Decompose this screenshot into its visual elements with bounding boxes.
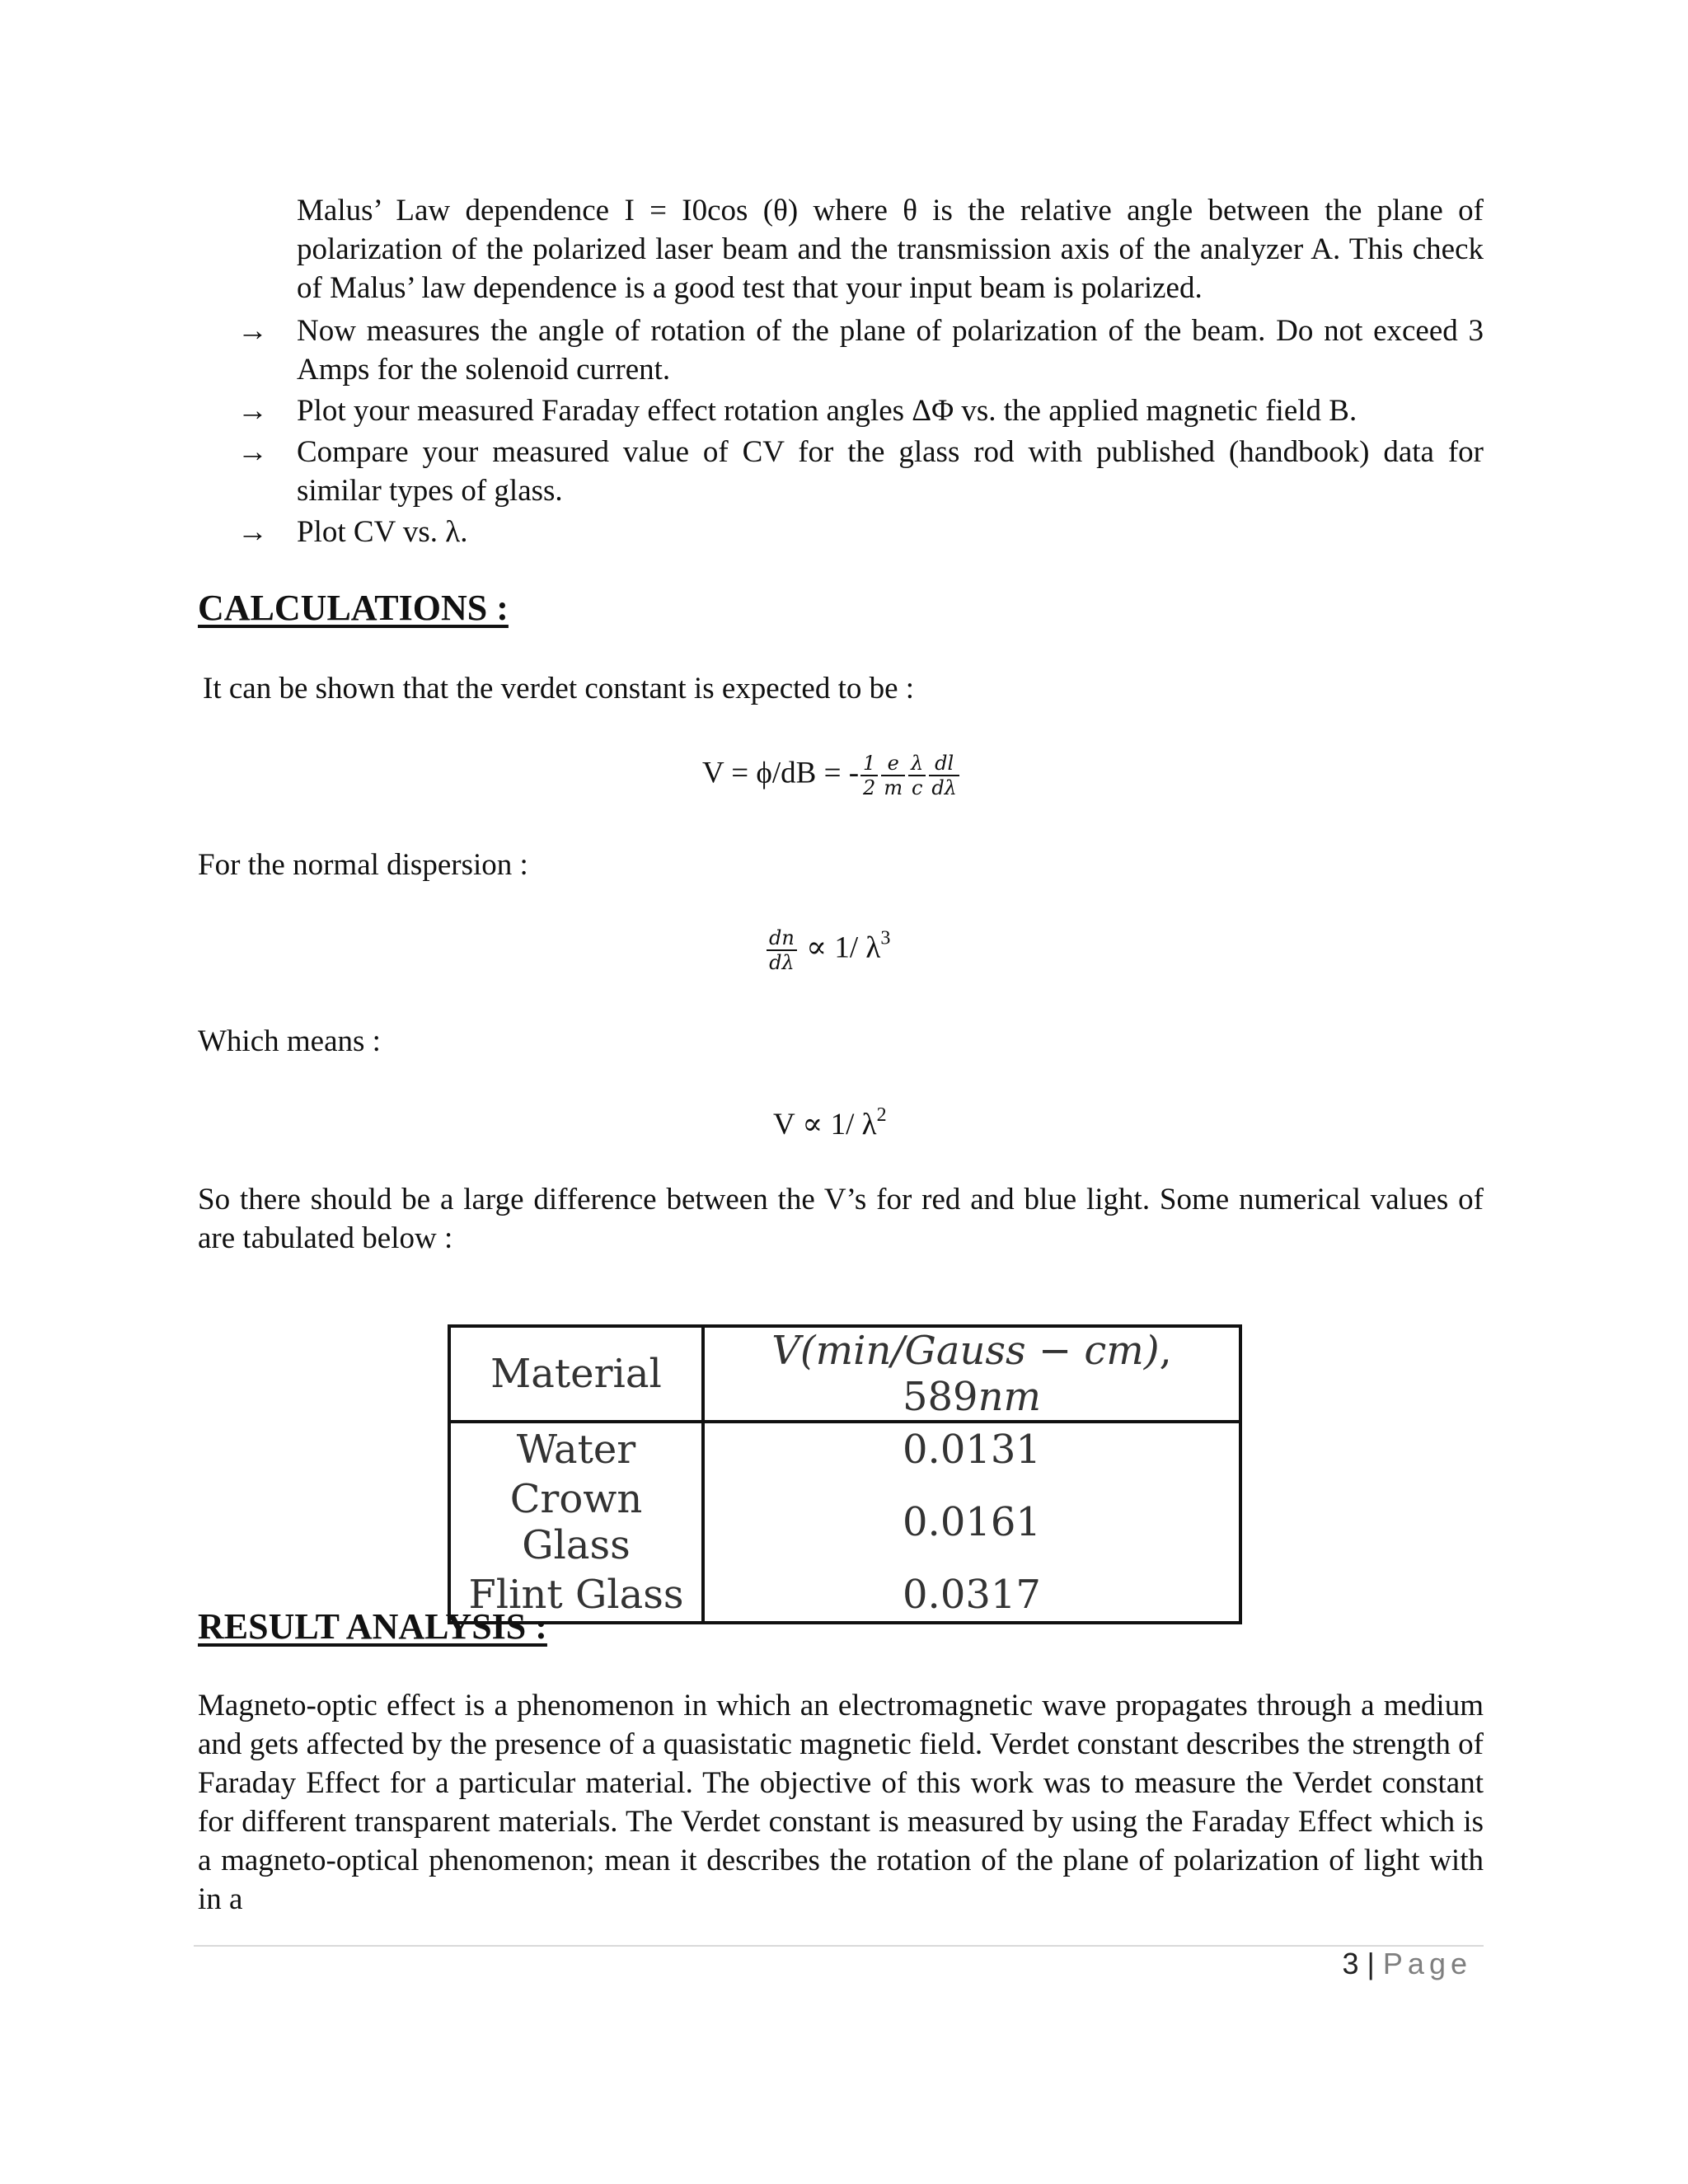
- result-analysis-heading: RESULT ANALYSIS :: [198, 1606, 547, 1647]
- list-item-text: Now measures the angle of rotation of the plane of polarization of the beam. Do not exceed 3 Amps for the solenoid current.: [297, 314, 1484, 387]
- summary-paragraph: So there should be a large difference between the V’s for red and blue light. Some numerical values of are tabulated below :: [198, 1183, 1484, 1255]
- dispersion-label: For the normal dispersion :: [198, 848, 528, 882]
- arrow-icon: →: [237, 515, 268, 549]
- result-analysis-paragraph: Magneto-optic effect is a phenomenon in which an electromagnetic wave propagates through a medium and gets affected by the presence of a quasistatic magnetic field. Verdet constant describes the strength of Faraday Effect for a particular material. The objective of this work was to measure the Verdet constant for different transparent materials. The Verdet constant is measured by using the Faraday Effect which is a magneto-optical phenomenon; mean it describes the rotation of the plane of polarization of light with in a: [198, 1689, 1484, 1916]
- verdet-equation-lhs: V = ϕ/dB = -: [702, 756, 860, 790]
- cell-value: 0.0317: [903, 1572, 1041, 1618]
- fraction-half: $\frac{1}{2}$: [860, 752, 878, 799]
- cell-material: Flint Glass: [449, 1568, 703, 1623]
- page-label: Page: [1382, 1947, 1472, 1980]
- column-header-material: Material: [449, 1326, 703, 1422]
- calculations-heading: CALCULATIONS :: [198, 588, 509, 628]
- verdet-table: [448, 1324, 1242, 1624]
- list-item-text: Plot CV vs. λ.: [297, 515, 468, 549]
- verdet-intro-text: It can be shown that the verdet constant is expected to be :: [203, 672, 915, 705]
- list-item-text: Compare your measured value of CV for the glass rod with published (handbook) data for similar types of glass.: [297, 435, 1484, 508]
- list-item: [237, 391, 1484, 430]
- list-item: [237, 312, 1484, 389]
- verdet-equation: [702, 752, 961, 799]
- means-label: Which means :: [198, 1024, 381, 1058]
- list-item: [237, 513, 1484, 551]
- footer-separator: |: [1367, 1947, 1375, 1980]
- fraction-dn-over-dlambda: $\frac{dn}{d\lambda}$: [767, 926, 797, 974]
- table-header-row: [449, 1326, 1240, 1422]
- malus-law-paragraph: Malus’ Law dependence I = I0cos (θ) where θ is the relative angle between the plane of polarization of the polarized laser beam and the transmission axis of the analyzer A. This check of Malus’ law dependence is a good test that your input beam is polarized.: [297, 194, 1484, 305]
- v-proportional-equation: V ∝ 1/ $\lambda^2$: [773, 1104, 887, 1141]
- arrow-icon: →: [237, 394, 268, 428]
- table-row: [449, 1476, 1240, 1568]
- page-footer: [1343, 1947, 1473, 1981]
- column-header-verdet: V(min/Gauss − cm), 589nm: [703, 1326, 1240, 1422]
- cell-value: 0.0161: [903, 1499, 1041, 1545]
- procedure-list: [237, 312, 1484, 554]
- arrow-icon: →: [237, 314, 268, 348]
- cell-value: 0.0131: [903, 1427, 1041, 1473]
- list-item: [237, 433, 1484, 510]
- fraction-lambda-over-c: $\frac{\lambda}{c}$: [908, 752, 926, 799]
- cell-material: Water: [449, 1422, 703, 1476]
- fraction-dl-over-dlambda: $\frac{dl}{d\lambda}$: [929, 752, 959, 799]
- fraction-e-over-m: $\frac{e}{m}$: [881, 752, 905, 799]
- dispersion-equation: $\frac{dn}{d\lambda}$ ∝ 1/ $\lambda^3$: [765, 926, 890, 974]
- arrow-icon: →: [237, 435, 268, 469]
- page-number: 3: [1342, 1947, 1359, 1980]
- table-row: [449, 1568, 1240, 1623]
- list-item-text: Plot your measured Faraday effect rotation angles ΔΦ vs. the applied magnetic field B.: [297, 394, 1357, 428]
- table-row: [449, 1422, 1240, 1476]
- cell-material: Crown Glass: [449, 1476, 703, 1568]
- footer-divider: [194, 1945, 1484, 1947]
